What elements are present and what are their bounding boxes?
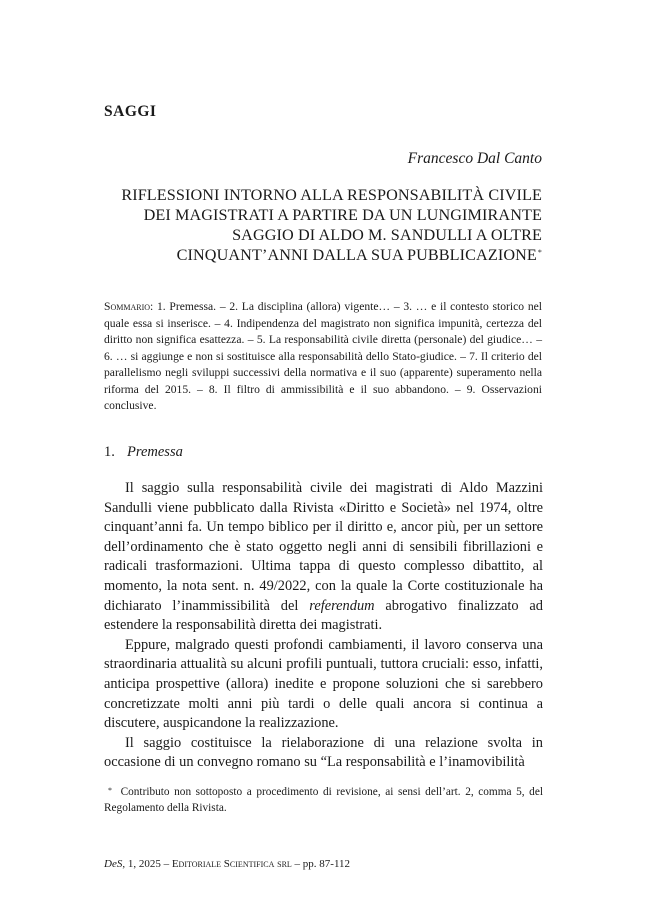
footnote-text: Contributo non sottoposto a procedimento di revisione, ai sensi dell’art. 2, comma 5, del Regolamento della Rivista. [104, 786, 543, 814]
title-line: RIFLESSIONI INTORNO ALLA RESPONSABILITÀ CIVILE [121, 186, 542, 204]
body-text [104, 479, 543, 773]
page-footer [104, 858, 350, 870]
summary [104, 299, 542, 415]
paragraph: Eppure, malgrado questi profondi cambiamenti, il lavoro conserva una straordinaria attualità su alcuni profili puntuali, tuttora cruciali: esso, infatti, anticipa prospettive (allora) inedite e propone soluzioni che si sarebbero concretizzate molti anni più tardi o delle quali ancora si continua a discutere, auspicandone la realizzazione. [104, 636, 543, 732]
title-footnote-mark: * [537, 248, 542, 257]
title-line: CINQUANT’ANNI DALLA SUA PUBBLICAZIONE* [176, 246, 542, 264]
publisher: Editoriale Scientifica srl [171, 858, 292, 870]
title-line: DEI MAGISTRATI A PARTIRE DA UN LUNGIMIRANTE [143, 206, 542, 224]
title-line: SAGGIO DI ALDO M. SANDULLI A OLTRE [232, 226, 542, 244]
journal-abbrev: DeS [104, 858, 123, 870]
section-number: 1. [104, 444, 115, 460]
section-label: SAGGI [104, 103, 157, 120]
issue-info: , 1, 2025 – [122, 858, 172, 870]
section-heading [104, 444, 183, 461]
section-title: Premessa [127, 444, 183, 460]
summary-text: 1. Premessa. – 2. La disciplina (allora) vigente… – 3. … e il contesto storico nel quale essa si inserisce. – 4. Indipendenza del magistrato non significa impunità, certezza del diritto non significa esattezza. – 5. La responsabilità civile diretta (personale) del giudice… – 6. … si aggiunge e non si sostituisce alla responsabilità dello Stato-giudice. – 7. Il criterio del parallelismo negli sviluppi successivi della normativa e il suo (apparente) superamento nella riforma del 2015. – 8. Il filtro di ammissibilità e il suo abbandono. – 9. Osservazioni conclusive. [104, 300, 542, 412]
article-title [82, 185, 542, 265]
emphasis: referendum [309, 597, 375, 614]
paragraph: Il saggio costituisce la rielaborazione di una relazione svolta in occasione di un convegno romano su “La responsabilità e l’inamovibilità [104, 734, 543, 771]
footnote-mark: * [108, 786, 112, 795]
footnote [104, 784, 543, 816]
author-name: Francesco Dal Canto [407, 150, 542, 167]
paragraph: Il saggio sulla responsabilità civile dei magistrati di Aldo Mazzini Sandulli viene pubblicato dalla Rivista «Diritto e Società» nel 1974, oltre cinquant’anni fa. Un tempo biblico per il diritto e, ancor più, per un settore dell’ordinamento che è stato oggetto negli anni di sensibili fibrillazioni e radicali trasformazioni. Ultima tappa di questo complesso dibattito, al momento, la nota sent. n. 49/2022, con la quale la Corte costituzionale ha dichiarato l’inammissibilità del referendum abrogativo finalizzato ad estendere la responsabilità diretta dei magistrati. [104, 480, 543, 634]
summary-label: Sommario: [104, 300, 154, 313]
page-range: – pp. 87-112 [291, 858, 351, 870]
